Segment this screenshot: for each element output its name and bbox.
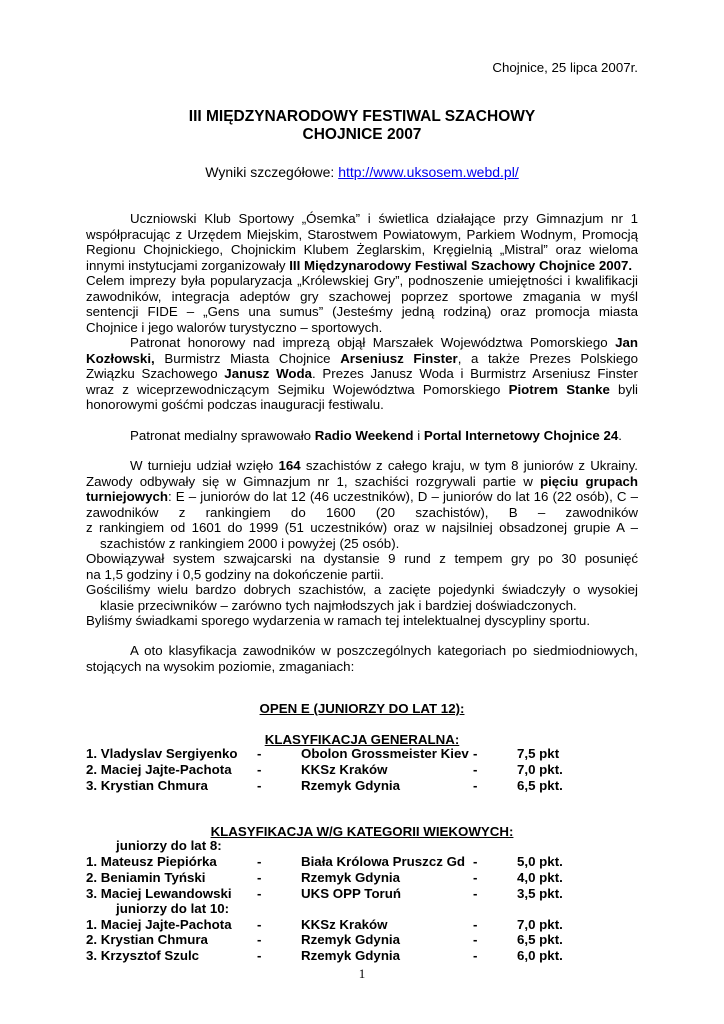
player-name: 1. Vladyslav Sergiyenko [86,746,238,761]
para1-line-3: Regionu Chojnickiego, Chojnickim Klubem Żeglarskim, Kręgielnią „Mistral” oraz wieloma [86,242,638,257]
player-club: Rzemyk Gdynia [301,948,401,963]
player-club: Rzemyk Gdynia [301,932,401,947]
player-score: 7,0 pkt. [517,762,563,777]
para2-line-1: Patronat honorowy nad imprezą objął Marszałek Województwa Pomorskiego Jan [130,335,638,350]
table-row: 1. Maciej Jajte-Pachota - KKSz Kraków - 7,0 pkt. [86,917,563,932]
player-name: 1. Maciej Jajte-Pachota [86,917,232,932]
player-score: 7,0 pkt. [517,917,563,932]
player-score: 7,5 pkt [517,746,560,761]
category-label-u8: juniorzy do lat 8: [116,838,222,853]
table-row: 2. Maciej Jajte-Pachota - KKSz Kraków - 7,0 pkt. [86,762,563,777]
para1-line-2: współpracując z Urzędem Miejskim, Starostwem Powiatowym, Parkiem Wodnym, Promocją [86,226,638,242]
player-club: KKSz Kraków [301,762,388,777]
section-title-age: KLASYFIKACJA W/G KATEGORII WIEKOWYCH: [210,824,514,839]
festival-name: III Międzynarodowy Festiwal Szachowy Chojnice 2007. [289,257,633,273]
player-name: 3. Krystian Chmura [86,778,208,793]
table-row: 3. Krystian Chmura - Rzemyk Gdynia - 6,5 pkt. [86,778,563,793]
player-name: 3. Krzysztof Szulc [86,948,200,963]
results-label: Wyniki szczegółowe: [205,164,339,180]
player-club: Obolon Grossmeister Kiev [301,746,469,761]
para5-line-2: stojących na wysokim poziomie, zmaganiach: [86,658,355,674]
para4-line-7: Obowiązywał system szwajcarski na dystansie 9 rund z tempem gry po 30 posunięć [86,551,638,566]
para4-line-1: W turnieju udział wzięło 164 szachistów z całego kraju, w tym 8 juniorów z Ukrainy. [130,458,638,473]
document-date: Chojnice, 25 lipca 2007r. [492,60,638,75]
para4-line-6: szachistów z rankingiem 2000 i powyżej (25 osób). [100,535,400,551]
para2-line-5: honorowymi gośćmi podczas inauguracji festiwalu. [86,397,384,412]
para2-line-2: Kozłowski, Burmistrz Miasta Chojnice Arseniusz Finster, a także Prezes Polskiego [86,350,639,366]
table-row: 2. Beniamin Tyński - Rzemyk Gdynia - 4,0 pkt. [86,870,563,885]
para4-line-9: Gościliśmy wielu bardzo dobrych szachistów, a zacięte pojedynki świadczyły o wysokiej [86,582,638,597]
para5-line-1: A oto klasyfikacja zawodników w poszczególnych kategoriach po siedmiodniowych, [130,643,638,658]
para4-line-8: na 1,5 godziny i 0,5 godziny na dokończenie partii. [86,566,384,582]
para1-line-5: Celem imprezy była popularyzacja „Królewskiej Gry”, podnoszenie umiejętności i kwalifikacji [86,273,638,288]
section-title-general: KLASYFIKACJA GENERALNA: [264,732,460,747]
player-score: 6,5 pkt. [517,932,563,947]
table-row: 3. Maciej Lewandowski - UKS OPP Toruń - 3,5 pkt. [86,886,563,901]
para4-line-4: zawodników z rankingiem do 1600 (20 szachistów), B – zawodników [86,504,638,520]
table-row: 1. Vladyslav Sergiyenko - Obolon Grossmeister Kiev - 7,5 pkt [86,746,560,761]
player-score: 6,5 pkt. [517,778,563,793]
para2-line-4: wraz z wiceprzewodniczącym Sejmiku Województwa Pomorskiego Piotrem Stanke byli [86,381,638,397]
player-score: 4,0 pkt. [517,870,563,885]
player-club: UKS OPP Toruń [301,886,401,901]
para4-line-2: Zawody odbywały się w Gimnazjum nr 1, szachiści rozgrywali partie w pięciu grupach [86,473,638,489]
player-club: Biała Królowa Pruszcz Gd [301,854,466,869]
para4-line-3: turniejowych: E – juniorów do lat 12 (46 uczestników), D – juniorów do lat 16 (22 osób), C – [86,489,638,504]
para2-line-3: Związku Szachowego Janusz Woda. Prezes Janusz Woda i Burmistrz Arseniusz Finster [86,366,638,381]
player-name: 1. Mateusz Piepiórka [86,854,217,869]
results-link[interactable]: http://www.uksosem.webd.pl/ [338,164,519,180]
para4-line-5: z rankingiem od 1601 do 1999 (51 uczestników) oraz w najsilniej obsadzonej grupie A – [86,520,638,535]
document-title-line-2: CHOJNICE 2007 [302,126,422,143]
player-name: 2. Maciej Jajte-Pachota [86,762,232,777]
player-club: Rzemyk Gdynia [301,778,401,793]
para1-line-8: Chojnice i jego walorów turystyczno – sportowych. [86,319,383,335]
para1-line-4: innymi instytucjami zorganizowały III Międzynarodowy Festiwal Szachowy Chojnice 2007. [86,257,633,273]
para1-line-1: Uczniowski Klub Sportowy „Ósemka” i świetlica działające przy Gimnazjum nr 1 [130,211,638,226]
para1-line-6: zawodników, integracja adeptów gry szachowej poprzez sportowe zmagania w myśl [86,288,638,304]
player-club: KKSz Kraków [301,917,388,932]
page-number: 1 [358,966,366,981]
table-row: 1. Mateusz Piepiórka - Biała Królowa Pruszcz Gd - 5,0 pkt. [86,854,563,869]
player-score: 5,0 pkt. [517,854,563,869]
category-label-u10: juniorzy do lat 10: [116,901,230,916]
player-score: 6,0 pkt. [517,948,563,963]
table-row: 2. Krystian Chmura - Rzemyk Gdynia - 6,5 pkt. [86,932,563,947]
para4-line-10: klasie przeciwników – zarówno tych najmłodszych jak i bardziej doświadczonych. [100,597,577,613]
results-line [86,164,638,180]
player-name: 2. Krystian Chmura [86,932,208,947]
player-name: 2. Beniamin Tyński [86,870,206,885]
player-score: 3,5 pkt. [517,886,563,901]
table-row: 3. Krzysztof Szulc - Rzemyk Gdynia - 6,0 pkt. [86,948,563,963]
section-title-open-e: OPEN E (JUNIORZY DO LAT 12): [259,701,465,716]
player-club: Rzemyk Gdynia [301,870,401,885]
para4-line-11: Byliśmy świadkami sporego wydarzenia w ramach tej intelektualnej dyscypliny sportu. [86,613,591,628]
player-name: 3. Maciej Lewandowski [86,886,232,901]
document-title-line-1: III MIĘDZYNARODOWY FESTIWAL SZACHOWY [188,108,536,125]
para1-line-7: sentencji FIDE – „Gens una sumus” (Jesteśmy jedną rodziną) oraz promocja miasta [86,304,638,319]
para3-line-1: Patronat medialny sprawowało Radio Weekend i Portal Internetowy Chojnice 24. [130,428,622,443]
